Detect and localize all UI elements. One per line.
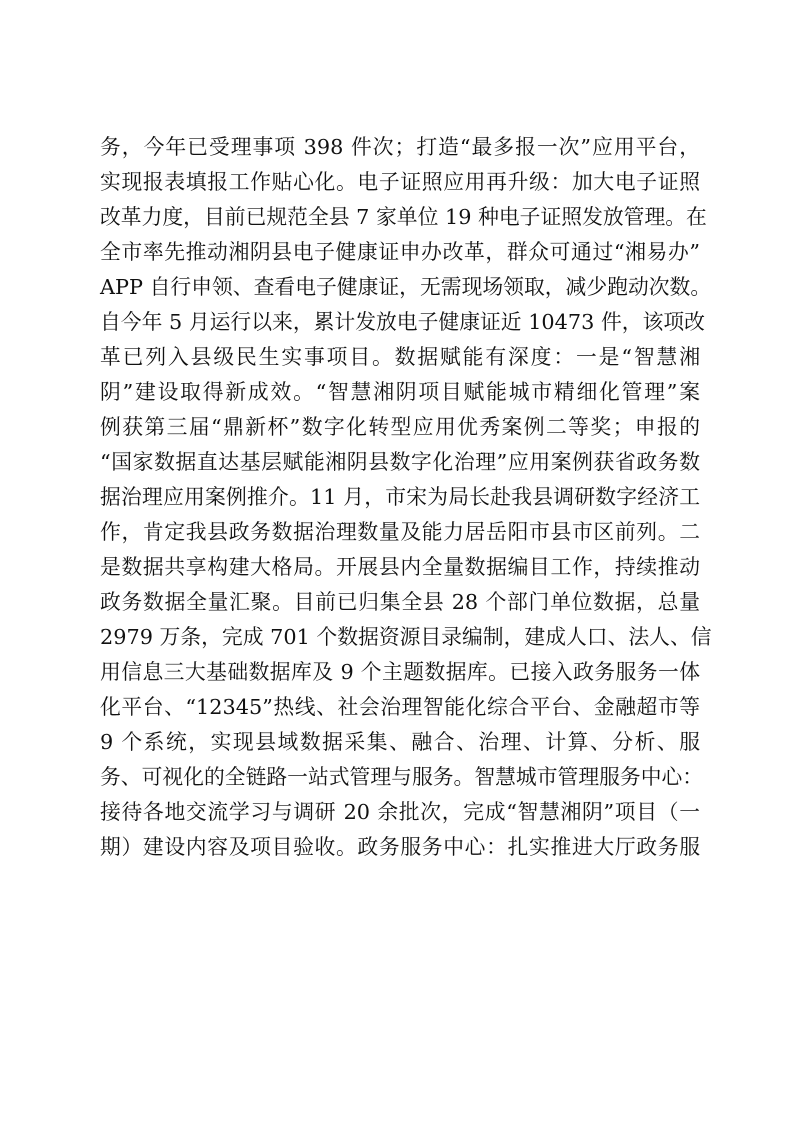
text-line: 用信息三大基础数据库及 9 个主题数据库。已接入政务服务一体 [100, 660, 700, 684]
text-line: 革已列入县级民生实事项目。数据赋能有深度：一是“智慧湘 [100, 345, 700, 369]
text-line: 2979 万条，完成 701 个数据资源目录编制，建成人口、法人、信 [100, 625, 712, 649]
text-line: 改革力度，目前已规范全县 7 家单位 19 种电子证照发放管理。在 [100, 205, 707, 229]
text-line: 全市率先推动湘阴县电子健康证申办改革，群众可通过“湘易办” [100, 240, 700, 264]
text-line: 实现报表填报工作贴心化。电子证照应用再升级：加大电子证照 [100, 170, 700, 194]
text-line: 自今年 5 月运行以来，累计发放电子健康证近 10473 件，该项改 [100, 310, 705, 334]
text-line: 接待各地交流学习与调研 20 余批次，完成“智慧湘阴”项目（一 [100, 800, 700, 824]
text-line: 阴”建设取得新成效。“智慧湘阴项目赋能城市精细化管理”案 [100, 380, 700, 404]
text-line: “国家数据直达基层赋能湘阴县数字化治理”应用案例获省政务数 [100, 450, 700, 474]
text-line: APP 自行申领、查看电子健康证，无需现场领取，减少跑动次数。 [100, 275, 712, 299]
text-line: 期）建设内容及项目验收。政务服务中心：扎实推进大厅政务服 [100, 835, 700, 859]
text-line: 是数据共享构建大格局。开展县内全量数据编目工作，持续推动 [100, 555, 700, 579]
text-line: 化平台、“12345”热线、社会治理智能化综合平台、金融超市等 [100, 695, 700, 719]
text-line: 政务数据全量汇聚。目前已归集全县 28 个部门单位数据，总量 [100, 590, 700, 614]
text-line: 作，肯定我县政务数据治理数量及能力居岳阳市县市区前列。二 [100, 520, 700, 544]
body-text [100, 130, 712, 865]
text-line: 例获第三届“鼎新杯”数字化转型应用优秀案例二等奖；申报的 [100, 415, 700, 439]
text-line: 务、可视化的全链路一站式管理与服务。智慧城市管理服务中心： [100, 765, 704, 789]
text-line: 务，今年已受理事项 398 件次；打造“最多报一次”应用平台， [100, 135, 700, 159]
text-line: 9 个系统，实现县域数据采集、融合、治理、计算、分析、服 [100, 730, 700, 754]
text-line: 据治理应用案例推介。11 月，市宋为局长赴我县调研数字经济工 [100, 485, 700, 509]
